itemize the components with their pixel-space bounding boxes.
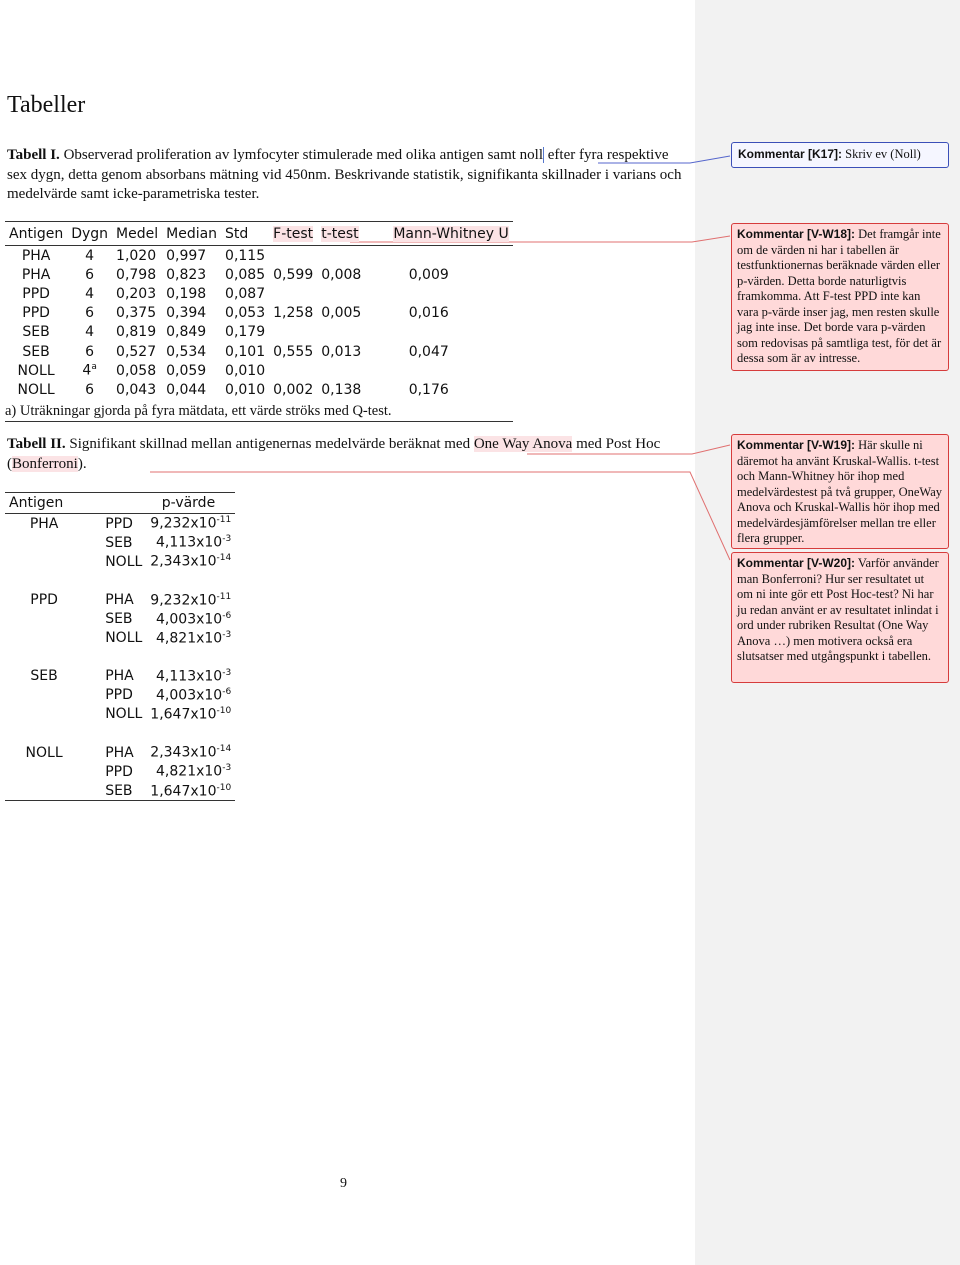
table1-cell-value: 1,258: [273, 305, 314, 322]
table1-cell-value: 0,010: [225, 381, 266, 398]
table1-cell-value: 0,016: [408, 305, 449, 322]
table1-cell: [67, 323, 112, 342]
table1-cell: [112, 246, 162, 266]
table1-cell: [221, 323, 269, 342]
pvalue-mantissa: 1,647x10: [150, 706, 217, 723]
table1-cell: [67, 246, 112, 266]
table1-cell-value: PHA: [21, 247, 51, 264]
table1-cell-value: PPD: [22, 305, 50, 322]
table2-antigen-cell: [5, 609, 83, 628]
table1-cell-value: 0,394: [166, 305, 207, 322]
table1-cell: [269, 304, 317, 323]
table2-antigen-cell: [5, 781, 83, 801]
table2-antigen-cell: [5, 686, 83, 705]
table2-caption: [7, 435, 692, 474]
table1-cell: [221, 361, 269, 380]
table1-cell-value: 0,044: [166, 381, 207, 398]
table1-cell: [365, 361, 512, 380]
page-heading: Tabeller: [7, 92, 86, 118]
table1-cell: [317, 323, 365, 342]
table1-cell: [365, 284, 512, 303]
table2-compare-cell: PPD: [105, 515, 133, 532]
table1-cell: [112, 342, 162, 361]
table2-compare-cell: SEB: [83, 781, 146, 801]
table1-cell-value: 0,085: [225, 266, 266, 283]
spacer-cell: [5, 571, 235, 590]
table1-cell-value: 1,020: [116, 247, 157, 264]
table1-header-cell: Antigen: [5, 222, 67, 246]
pvalue-exponent: -3: [222, 763, 232, 774]
table1-cell: [269, 380, 317, 399]
table1-cell: [317, 304, 365, 323]
comment-text: Skriv ev (Noll): [842, 147, 921, 161]
table1-cell: [5, 246, 67, 266]
table1-cell: [269, 323, 317, 342]
pvalue-mantissa: 4,003x10: [156, 687, 223, 704]
one-way-anova-highlight[interactable]: One Way Anova: [473, 436, 573, 452]
table1-cell-value: 6: [85, 266, 95, 283]
table1-cell: [162, 246, 221, 266]
table1-cell: [221, 246, 269, 266]
table1-cell-value: 0,819: [116, 324, 157, 341]
table2-caption-label: Tabell II.: [7, 436, 66, 452]
table1-cell-value: 0,008: [321, 266, 362, 283]
table1-cell: [67, 342, 112, 361]
table1-cell: [221, 380, 269, 399]
table2-row: [5, 609, 235, 628]
table1-cell-value: 0,002: [273, 381, 314, 398]
table2-pvalue-cell: [146, 705, 235, 724]
footnote-marker: a: [91, 362, 97, 373]
comment-text: Varför använder man Bonferroni? Hur ser resultatet ut om ni inte gör ett Post Hoc-test? Ni har ju redan använt er av resultatet inlindat i ord under rubriken Resultat (One Way Anova …) men motivera också era slutsatser med utgångspunkt i tabellen.: [737, 556, 939, 663]
table1-cell-value: 0,053: [225, 305, 266, 322]
table1-caption-post: efter fyra respektive sex dygn, detta genom absorbans mätning vid 450nm. Beskrivande statistik, signifikanta skillnader i varians och medelvärde samt icke-parametriska tester.: [7, 147, 682, 202]
comment-v-w18[interactable]: [731, 223, 949, 371]
table2-row: [5, 590, 235, 609]
table1-cell: [5, 323, 67, 342]
table2-compare-cell: NOLL: [105, 553, 143, 570]
table1-cell-value: 6: [85, 305, 95, 322]
table1-cell-value: 0,087: [225, 285, 266, 302]
table2-row: [5, 686, 235, 705]
table2-row: [5, 533, 235, 552]
table2-pvalue-cell: [146, 629, 235, 648]
table1-cell-value: 4: [85, 285, 95, 302]
table1-cell-value: 4: [85, 247, 95, 264]
table1-row: [5, 246, 513, 266]
table1-cell: [221, 342, 269, 361]
table1-row: [5, 323, 513, 342]
table1-header-highlight[interactable]: Mann-Whitney U: [393, 225, 509, 242]
table2-compare-cell: PHA: [105, 591, 134, 608]
comment-v-w19[interactable]: [731, 434, 949, 549]
table2-pvalue-cell: [146, 686, 235, 705]
table1-cell: [269, 361, 317, 380]
table1-caption-label: Tabell I.: [7, 147, 60, 163]
table2-antigen-cell: SEB: [30, 668, 58, 685]
table1-cell: [221, 265, 269, 284]
pvalue-exponent: -3: [222, 629, 232, 640]
table2-antigen-cell: [5, 629, 83, 648]
table2-group-spacer: [5, 571, 235, 590]
bonferroni-highlight[interactable]: Bonferroni: [12, 455, 78, 472]
table2-antigen-cell: [5, 762, 83, 781]
table1-cell-value: 0,138: [321, 381, 362, 398]
table1-cell-value: 0,179: [225, 324, 266, 341]
table2-row: [5, 552, 235, 571]
table1-cell: [112, 265, 162, 284]
table1: [5, 221, 513, 422]
pvalue-exponent: -10: [216, 782, 232, 793]
table1-row: [5, 342, 513, 361]
spacer-cell: [5, 648, 235, 667]
table1-header-highlight[interactable]: t-test: [321, 225, 359, 242]
table1-cell: [317, 380, 365, 399]
table2-caption-post: ).: [77, 455, 87, 472]
table1-footnote: a) Uträkningar gjorda på fyra mätdata, ett värde ströks med Q-test.: [5, 400, 513, 422]
comment-v-w20[interactable]: [731, 552, 949, 683]
table1-cell: [221, 304, 269, 323]
pvalue-mantissa: 4,003x10: [156, 611, 223, 628]
comment-label: Kommentar [V-W20]:: [737, 556, 856, 570]
table1-cell-value: SEB: [22, 343, 50, 360]
table1-cell-value: 0,059: [166, 362, 207, 379]
pvalue-exponent: -14: [216, 744, 232, 755]
table1-cell-value: 0,043: [116, 381, 157, 398]
table1-cell: [162, 284, 221, 303]
table1-cell: [5, 380, 67, 399]
table2-group-spacer: [5, 648, 235, 667]
table2-group-spacer: [5, 724, 235, 743]
table1-cell-value: PHA: [21, 266, 51, 283]
table1-header-cell: Median: [162, 222, 221, 246]
table1-cell-value: 0,823: [166, 266, 207, 283]
table1-cell: [221, 284, 269, 303]
pvalue-mantissa: 9,232x10: [150, 592, 217, 609]
table1-cell-value: 4: [82, 363, 92, 380]
table2-header-antigen: Antigen: [5, 493, 83, 514]
comment-text: Här skulle ni däremot ha använt Kruskal-Wallis. t-test och Mann-Whitney hör ihop med medelvärdestest på två grupper, OneWay Anova och Kruskal-Wallis hör ihop med medelvärdesjämförelser mellan tre eller flera grupper.: [737, 438, 943, 545]
table1-row: [5, 284, 513, 303]
table2-antigen-cell: [5, 552, 83, 571]
table1-cell-value: 0,798: [116, 266, 157, 283]
table1-header-cell: [365, 222, 512, 246]
comment-text: Det framgår inte om de värden ni har i tabellen är testfunktionernas beräknade värden eller p-värden. Detta borde naturligtvis framkomma. Att F-test PPD inte kan vara p-värde inser jag, men resten skulle jag inte inse. Det borde vara p-värden som redovisas på samtliga test, för det är dessa som är av intresse.: [737, 227, 942, 365]
table1-cell-value: 0,101: [225, 343, 266, 360]
table1-cell: [112, 380, 162, 399]
table1-cell: [112, 284, 162, 303]
table1-cell: [162, 304, 221, 323]
table2-compare-cell: NOLL: [105, 706, 143, 723]
table1-cell: [317, 284, 365, 303]
table1-cell: [269, 246, 317, 266]
table1-caption-pre: Observerad proliferation av lymfocyter stimulerade med olika antigen samt noll: [59, 147, 543, 163]
table1-header-cell: [269, 222, 317, 246]
table2-pvalue-cell: [146, 667, 235, 686]
table1-cell-value: 0,203: [116, 285, 157, 302]
table2-pvalue-cell: [146, 609, 235, 628]
table1-cell-value: 0,058: [116, 362, 157, 379]
pvalue-exponent: -3: [222, 534, 232, 545]
pvalue-exponent: -11: [216, 591, 232, 602]
table1-cell-value: 0,849: [166, 324, 207, 341]
table1-cell-value: 0,534: [166, 343, 207, 360]
table2-compare-cell: NOLL: [105, 630, 143, 647]
table2-row: [5, 629, 235, 648]
table2-compare-cell: PHA: [105, 744, 134, 761]
pvalue-mantissa: 9,232x10: [150, 515, 217, 532]
table2-row: [5, 705, 235, 724]
table2-pvalue-cell: [146, 781, 235, 801]
pvalue-mantissa: 4,821x10: [156, 630, 223, 647]
table2-pvalue-cell: [146, 533, 235, 552]
table1-cell: [5, 284, 67, 303]
table1-cell-value: 0,013: [321, 343, 362, 360]
pvalue-exponent: -14: [216, 553, 232, 564]
table1-cell: [365, 380, 512, 399]
table1-cell: [67, 361, 112, 380]
table1-row: [5, 304, 513, 323]
table1-cell-value: 0,599: [273, 266, 314, 283]
table1-cell-value: 0,555: [273, 343, 314, 360]
table1-cell: [67, 380, 112, 399]
table1-header-cell: Std: [221, 222, 269, 246]
table1-row: [5, 265, 513, 284]
comment-label: Kommentar [V-W19]:: [737, 438, 856, 452]
comment-label: Kommentar [V-W18]:: [737, 227, 856, 241]
table2-compare-cell: SEB: [105, 611, 133, 628]
table1-cell: [317, 246, 365, 266]
table2-caption-pre: Signifikant skillnad mellan antigenernas medelvärde beräknat med: [65, 436, 474, 452]
table1-header-cell: [317, 222, 365, 246]
table2-compare-cell: SEB: [105, 534, 133, 551]
table2-antigen-cell: PPD: [30, 591, 58, 608]
table1-cell-value: 4: [85, 324, 95, 341]
table1-cell: [5, 342, 67, 361]
table1-cell: [365, 246, 512, 266]
table1-cell: [365, 304, 512, 323]
table1-cell-value: 0,047: [408, 343, 449, 360]
table1-cell: [365, 265, 512, 284]
table1-cell-value: SEB: [22, 324, 50, 341]
table1-cell-value: 6: [85, 381, 95, 398]
comment-k17[interactable]: [731, 142, 949, 168]
table2-caption-mid: med Post Hoc (: [7, 436, 661, 472]
table2-row: [5, 781, 235, 801]
table1-cell-value: 6: [85, 343, 95, 360]
table1-cell: [67, 265, 112, 284]
table1-cell-value: 0,375: [116, 305, 157, 322]
table2-pvalue-cell: [146, 514, 235, 534]
table1-cell: [5, 304, 67, 323]
table1-cell: [112, 304, 162, 323]
table1-cell: [67, 304, 112, 323]
pvalue-exponent: -6: [222, 687, 232, 698]
pvalue-mantissa: 1,647x10: [150, 783, 217, 800]
table1-cell-value: 0,198: [166, 285, 207, 302]
pvalue-mantissa: 4,113x10: [156, 668, 223, 685]
table2-row: [5, 762, 235, 781]
pvalue-mantissa: 2,343x10: [150, 745, 217, 761]
table1-cell: [269, 265, 317, 284]
table2-compare-cell: PHA: [105, 668, 134, 685]
pvalue-exponent: -10: [216, 706, 232, 717]
table1-cell-value: 0,005: [321, 305, 362, 322]
table2-antigen-cell: [5, 705, 83, 724]
table2-pvalue-cell: [146, 743, 235, 762]
table2-antigen-cell: [5, 533, 83, 552]
table1-cell: [317, 265, 365, 284]
table1-cell: [162, 361, 221, 380]
spacer-cell: [5, 724, 235, 743]
table2-header-pvalue: p-värde: [83, 493, 235, 514]
table2: [5, 492, 235, 801]
table2-antigen-cell: PHA: [29, 515, 59, 532]
table1-row: [5, 361, 513, 380]
table1-cell: [269, 284, 317, 303]
table1-cell: [317, 361, 365, 380]
table1-row: [5, 380, 513, 399]
table1-cell: [317, 342, 365, 361]
table1-cell: [365, 342, 512, 361]
table1-cell: [162, 265, 221, 284]
table1-cell-value: 0,527: [116, 343, 157, 360]
table1-cell-value: NOLL: [17, 362, 55, 379]
pvalue-exponent: -6: [222, 610, 232, 621]
pvalue-mantissa: 4,113x10: [156, 534, 223, 551]
table2-row: [5, 743, 235, 762]
table1-cell: [162, 380, 221, 399]
table1-cell: [112, 323, 162, 342]
table1-cell-value: PPD: [22, 285, 50, 302]
table1-cell: [67, 284, 112, 303]
pvalue-exponent: -11: [216, 515, 232, 526]
table1-cell-value: 0,009: [408, 266, 449, 283]
table2-row: [5, 667, 235, 686]
table2-pvalue-cell: [146, 552, 235, 571]
table1-cell: [5, 361, 67, 380]
table1-cell: [365, 323, 512, 342]
table2-pvalue-cell: [146, 590, 235, 609]
pvalue-exponent: -3: [222, 667, 232, 678]
table1-cell-value: 0,115: [225, 247, 266, 264]
comment-label: Kommentar [K17]:: [738, 147, 843, 161]
table1-cell: [269, 342, 317, 361]
page-number: 9: [340, 1176, 347, 1191]
table2-compare-cell: PPD: [105, 763, 133, 780]
table1-header-cell: Dygn: [67, 222, 112, 246]
pvalue-mantissa: 4,821x10: [156, 764, 223, 781]
table1-header-cell: Medel: [112, 222, 162, 246]
table1-cell-value: 0,997: [166, 247, 207, 264]
table2-pvalue-cell: [146, 762, 235, 781]
table1-cell-value: 0,010: [225, 362, 266, 379]
table1-cell-value: 0,176: [408, 381, 449, 398]
pvalue-mantissa: 2,343x10: [150, 554, 217, 571]
table1-cell: [112, 361, 162, 380]
table1-header-highlight[interactable]: F-test: [273, 225, 314, 242]
table1-caption: [7, 146, 687, 205]
table1-cell-value: NOLL: [17, 381, 55, 398]
table1-cell: [162, 323, 221, 342]
table2-antigen-cell: NOLL: [25, 744, 63, 761]
table1-cell: [162, 342, 221, 361]
table2-row: [5, 514, 235, 534]
table1-cell: [5, 265, 67, 284]
table2-compare-cell: PPD: [105, 687, 133, 704]
